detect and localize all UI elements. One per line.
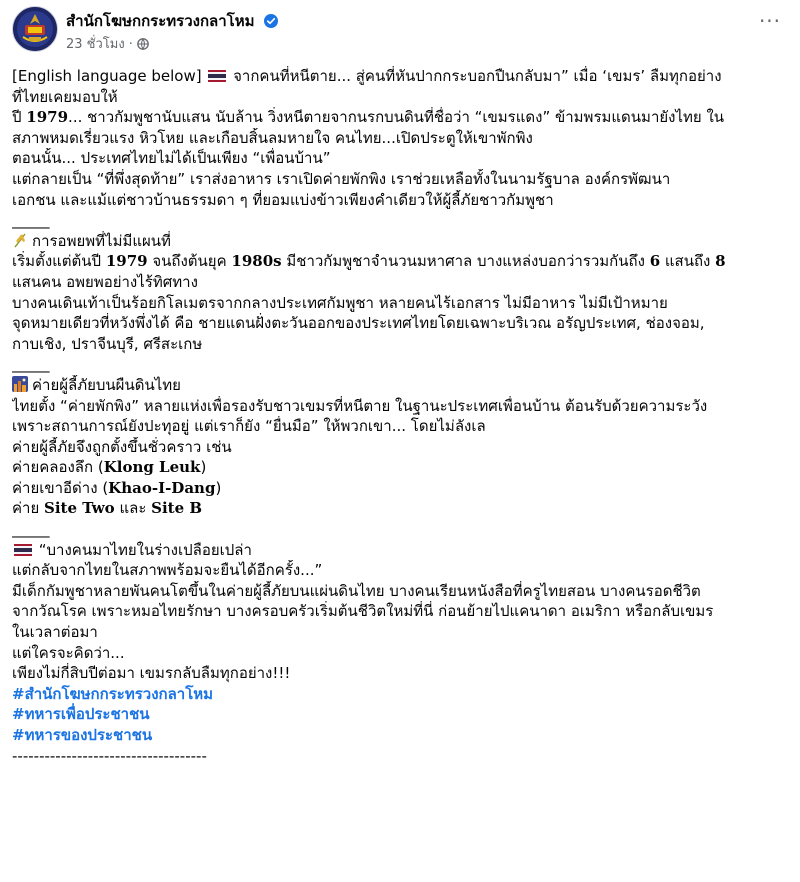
post-text-line xyxy=(12,354,792,375)
thai-flag-icon xyxy=(208,67,226,79)
text-segment: กาบเชิง, ปราจีนบุรี, ศรีสะเกษ xyxy=(12,334,203,353)
post-text-line xyxy=(12,498,792,519)
ministry-emblem-icon xyxy=(13,7,57,51)
text-segment: ค่ายเขาอีด่าง ( xyxy=(12,478,109,497)
text-segment: ที่ไทยเคยมอบให้ xyxy=(12,87,118,106)
text-segment: มีชาวกัมพูชาจำนวนมหาศาล บางแหล่งบอกว่ารวมกันถึง xyxy=(281,252,650,271)
post-header xyxy=(12,6,788,56)
post-text-line xyxy=(12,437,792,458)
text-segment: ) xyxy=(215,478,222,497)
post-text-line xyxy=(12,313,792,334)
post-text-line xyxy=(12,643,792,664)
post-text-line xyxy=(12,540,792,561)
post-meta xyxy=(66,33,149,54)
post-text-line xyxy=(12,107,792,128)
text-segment: “บางคนมาไทยในร่างเปลือยเปล่า xyxy=(34,540,252,559)
post-text-line xyxy=(12,190,792,211)
post-text-line xyxy=(12,375,792,396)
post-text-line xyxy=(12,272,792,293)
text-segment: จากวัณโรค เพราะหมอไทยรักษา บางครอบครัวเริ่มต้นชีวิตใหม่ที่นี่ ก่อนย้ายไปแคนาดา อเมริกา หรือกลับเขมร xyxy=(12,602,714,621)
hashtag-link[interactable]: #ทหารของประชาชน xyxy=(12,726,153,744)
text-segment: _____ xyxy=(12,355,50,374)
text-segment: ... ชาวกัมพูชานับแสน นับล้าน วิ่งหนีตายจากนรกบนดินที่ชื่อว่า “เขมรแดง” ข้ามพรมแดนมายังไทย ใน xyxy=(68,108,725,127)
meta-separator: · xyxy=(128,37,133,52)
text-segment: เอกชน และแม้แต่ชาวบ้านธรรมดา ๆ ที่ยอมแบ่งข้าวเพียงคำเดียวให้ผู้ลี้ภัยชาวกัมพูชา xyxy=(12,190,554,209)
post-text-line xyxy=(12,293,792,314)
post-text-line xyxy=(12,478,792,499)
bold-text: 1979 xyxy=(105,252,148,271)
post-text-line xyxy=(12,519,792,540)
text-segment: ปี xyxy=(12,108,27,127)
bold-text: Site Two xyxy=(44,499,115,518)
post-text-line xyxy=(12,663,792,684)
page-name-link[interactable]: สำนักโฆษกกระทรวงกลาโหม xyxy=(66,12,255,30)
post-text-line xyxy=(12,210,792,231)
post-text-line xyxy=(12,457,792,478)
post-text-line xyxy=(12,396,792,417)
text-segment: ค่ายผู้ลี้ภัยจึงถูกตั้งขึ้นชั่วคราว เช่น xyxy=(12,437,232,456)
text-segment: แสนถึง xyxy=(660,252,716,271)
post-text-line xyxy=(12,87,792,108)
text-segment: จุดหมายเดียวที่หวังพึ่งได้ คือ ชายแดนฝั่งตะวันออกของประเทศไทยโดยเฉพาะบริเวณ อรัญประเทศ, ช่องจอม, xyxy=(12,314,705,333)
text-segment: _____ xyxy=(12,211,50,230)
post-text-line xyxy=(12,169,792,190)
post-text-line xyxy=(12,416,792,437)
post-text-line xyxy=(12,334,792,355)
bold-text: Klong Leuk xyxy=(103,458,201,477)
post-text-line xyxy=(12,601,792,622)
thai-flag-icon xyxy=(14,541,32,553)
page-name-line xyxy=(66,9,278,33)
post-timestamp[interactable]: 23 ชั่วโมง xyxy=(66,37,125,52)
bold-text: 8 xyxy=(715,252,726,271)
text-segment: จากคนที่หนีตาย... สู่คนที่หันปากกระบอกปืนกลับมา” เมื่อ ‘เขมร’ ลืมทุกอย่าง xyxy=(228,67,722,85)
text-segment: มีเด็กกัมพูชาหลายพันคนโตขึ้นในค่ายผู้ลี้ภัยบนแผ่นดินไทย บางคนเรียนหนังสือที่ครูไทยสอน บางคนรอดชีวิต xyxy=(12,581,701,600)
bold-text: Site B xyxy=(151,499,203,518)
hashtag-link[interactable]: #สำนักโฆษกกระทรวงกลาโหม xyxy=(12,684,214,703)
night-city-icon xyxy=(12,376,28,392)
text-segment: ไทยตั้ง “ค่ายพักพิง” หลายแห่งเพื่อรองรับชาวเขมรที่หนีตาย ในฐานะประเทศเพื่อนบ้าน ต้อนรับด้วยความระวัง xyxy=(12,396,708,415)
post-text-line xyxy=(12,622,792,643)
text-segment: ) xyxy=(200,458,207,477)
globe-icon[interactable] xyxy=(137,38,149,54)
text-segment: แต่กลายเป็น “ที่พึ่งสุดท้าย” เราส่งอาหาร เราเปิดค่ายพักพิง เราช่วยเหลือทั้งในนามรัฐบาล องค์กรพัฒนา xyxy=(12,169,671,188)
post-text-line xyxy=(12,128,792,149)
text-segment: ค่าย xyxy=(12,499,45,518)
text-segment: เพราะสถานการณ์ยังปะทุอยู่ แต่เราก็ยัง “ยื่นมือ” ให้พวกเขา... โดยไม่ลังเล xyxy=(12,417,486,436)
post-text-line xyxy=(12,581,792,602)
page-avatar[interactable] xyxy=(12,6,58,52)
verified-badge-icon xyxy=(264,14,278,32)
post-text-line xyxy=(12,231,792,252)
bold-text: 1980s xyxy=(231,252,282,271)
post-text-line xyxy=(12,148,792,169)
text-segment: บางคนเดินเท้าเป็นร้อยกิโลเมตรจากกลางประเทศกัมพูชา หลายคนไร้เอกสาร ไม่มีอาหาร ไม่มีเป้าหมาย xyxy=(12,293,668,312)
post-text-line xyxy=(12,66,792,87)
text-segment: การอพยพที่ไม่มีแผนที่ xyxy=(32,231,171,250)
text-segment: [English language below] xyxy=(12,67,207,85)
text-segment: แสนคน อพยพอย่างไร้ทิศทาง xyxy=(12,272,198,291)
post-text-line xyxy=(12,560,792,581)
post-body xyxy=(12,66,792,766)
text-segment: แต่กลับจากไทยในสภาพพร้อมจะยืนได้อีกครั้ง...” xyxy=(12,561,323,580)
text-segment: ตอนนั้น... ประเทศไทยไม่ได้เป็นเพียง “เพื่อนบ้าน” xyxy=(12,149,331,168)
bold-text: Khao-I-Dang xyxy=(108,478,216,497)
post-text-line xyxy=(12,251,792,272)
bold-text: 6 xyxy=(649,252,661,271)
text-segment: ค่ายคลองลึก ( xyxy=(12,458,104,477)
grain-icon xyxy=(12,232,28,248)
text-segment: สภาพหมดเรี่ยวแรง หิวโหย และเกือบสิ้นลมหายใจ คนไทย...เปิดประตูให้เขาพักพิง xyxy=(12,128,533,147)
text-segment: แต่ใครจะคิดว่า... xyxy=(12,643,125,662)
more-options-icon[interactable]: ··· xyxy=(758,9,782,33)
text-segment: และ xyxy=(114,499,152,518)
text-segment: ในเวลาต่อมา xyxy=(12,623,98,642)
text-segment: จนถึงต้นยุค xyxy=(147,252,232,271)
bold-text: 1979 xyxy=(26,108,69,127)
text-segment: ค่ายผู้ลี้ภัยบนผืนดินไทย xyxy=(32,375,181,394)
divider-line: ------------------------------------ xyxy=(12,746,207,765)
text-segment: เริ่มตั้งแต่ต้นปี xyxy=(12,252,106,271)
hashtag-link[interactable]: #ทหารเพื่อประชาชน xyxy=(12,705,150,724)
text-segment: _____ xyxy=(12,520,50,539)
text-segment: เพียงไม่กี่สิบปีต่อมา เขมรกลับลืมทุกอย่าง!!! xyxy=(12,664,291,683)
